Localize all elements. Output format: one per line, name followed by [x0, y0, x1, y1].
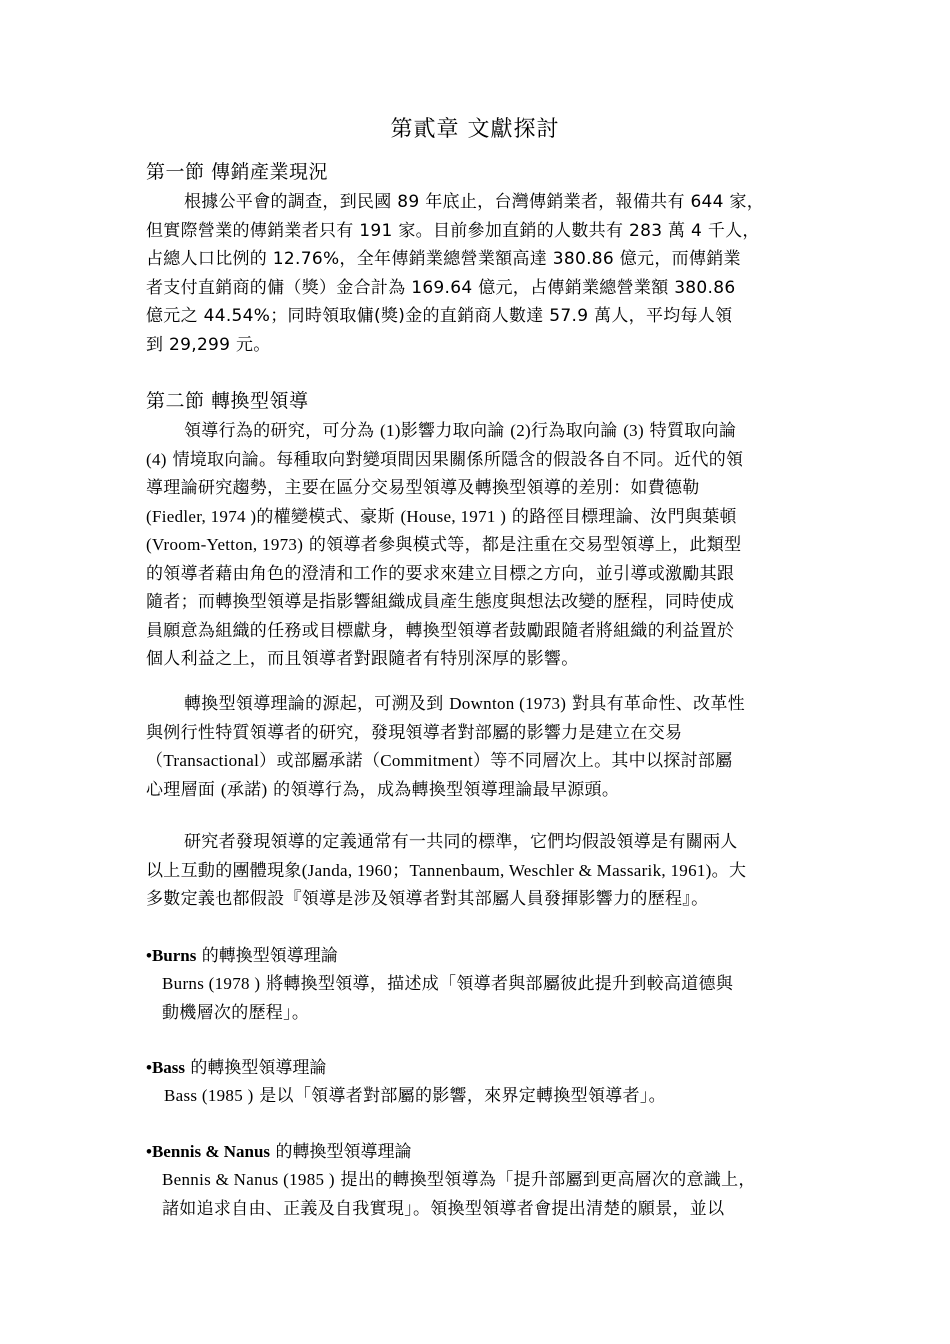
- text-line: 到 29,299 元。: [146, 334, 271, 355]
- theory-text-burns: [146, 970, 806, 1027]
- text-line: 但實際營業的傳銷業者只有 191 家。目前參加直銷的人數共有 283 萬 4 千人，: [146, 220, 760, 241]
- section-heading-industry: 第一節 傳銷產業現況: [146, 161, 329, 183]
- text-line: 多數定義也都假設『領導是涉及領導者對其部屬人員發揮影響力的歷程』。: [146, 889, 709, 909]
- paragraph-theory-origin: [146, 690, 806, 804]
- text-line: 轉換型領導理論的源起，可溯及到 Downton (1973) 對具有革命性、改革性: [184, 694, 745, 714]
- theory-text-bennis-nanus: [146, 1166, 806, 1223]
- text-line: 者支付直銷商的傭（獎）金合計為 169.64 億元，占傳銷業總營業額 380.86: [146, 277, 736, 298]
- text-line: 與例行性特質領導者的研究，發現領導者對部屬的影響力是建立在交易: [146, 722, 683, 743]
- text-line: (4) 情境取向論。每種取向對變項間因果關係所隱含的假設各自不同。近代的領: [146, 449, 744, 470]
- text-line: 的領導者藉由角色的澄清和工作的要求來建立目標之方向，並引導或激勵其跟: [146, 563, 735, 584]
- text-line: （Transactional）或部屬承諾（Commitment）等不同層次上。其中以探討部屬: [146, 751, 733, 771]
- theory-heading-bennis-nanus: •Bennis & Nanus 的轉換型領導理論: [146, 1142, 412, 1162]
- chapter-title: 第貳章 文獻探討: [390, 117, 560, 142]
- theory-heading-bass: •Bass 的轉換型領導理論: [146, 1058, 327, 1078]
- text-line: 研究者發現領導的定義通常有一共同的標準，它們均假設領導是有關兩人: [184, 832, 738, 852]
- theory-text-bass: [146, 1082, 806, 1111]
- text-line: 個人利益之上，而且領導者對跟隨者有特別深厚的影響。: [146, 649, 579, 669]
- text-line: 動機層次的歷程」。: [162, 1002, 310, 1023]
- text-line: (Fiedler, 1974 )的權變模式、豪斯 (House, 1971 ) 的路徑目標理論、汝門與葉頓: [146, 506, 737, 527]
- text-line: 諸如追求自由、正義及自我實現」。領換型領導者會提出清楚的願景，並以: [162, 1198, 725, 1219]
- text-line: 占總人口比例的 12.76%，全年傳銷業總營業額高達 380.86 億元，而傳銷業: [146, 249, 741, 269]
- text-line: 根據公平會的調查，到民國 89 年底止，台灣傳銷業者，報備共有 644 家，: [184, 192, 765, 212]
- text-line: Burns (1978 ) 將轉換型領導，描述成「領導者與部屬彼此提升到較高道德與: [162, 974, 734, 994]
- text-line: Bennis & Nanus (1985 ) 提出的轉換型領導為「提升部屬到更高層次的意識上，: [162, 1170, 756, 1190]
- text-line: 以上互動的團體現象(Janda, 1960；Tannenbaum, Weschler & Massarik, 1961)。大: [146, 860, 747, 881]
- paragraph-industry-status: [146, 188, 806, 359]
- theory-heading-burns: •Burns 的轉換型領導理論: [146, 946, 338, 966]
- text-line: 員願意為組織的任務或目標獻身，轉換型領導者鼓勵跟隨者將組織的利益置於: [146, 620, 735, 641]
- text-line: (Vroom-Yetton, 1973) 的領導者參與模式等，都是注重在交易型領導上，此類型: [146, 535, 742, 555]
- section-heading-transformational: 第二節 轉換型領導: [146, 390, 309, 412]
- paragraph-leadership-research: [146, 417, 806, 674]
- paragraph-leadership-definition: [146, 828, 806, 914]
- text-line: 心理層面 (承諾) 的領導行為，成為轉換型領導理論最早源頭。: [146, 779, 620, 800]
- text-line: 隨者；而轉換型領導是指影響組織成員產生態度與想法改變的歷程，同時使成: [146, 592, 735, 612]
- text-line: 領導行為的研究，可分為 (1)影響力取向論 (2)行為取向論 (3) 特質取向論: [184, 421, 737, 441]
- text-line: 導理論研究趨勢，主要在區分交易型領導及轉換型領導的差別：如費德勒: [146, 478, 700, 498]
- text-line: Bass (1985 ) 是以「領導者對部屬的影響，來界定轉換型領導者」。: [164, 1086, 666, 1106]
- text-line: 億元之 44.54%；同時領取傭(獎)金的直銷商人數達 57.9 萬人，平均每人領: [146, 306, 733, 326]
